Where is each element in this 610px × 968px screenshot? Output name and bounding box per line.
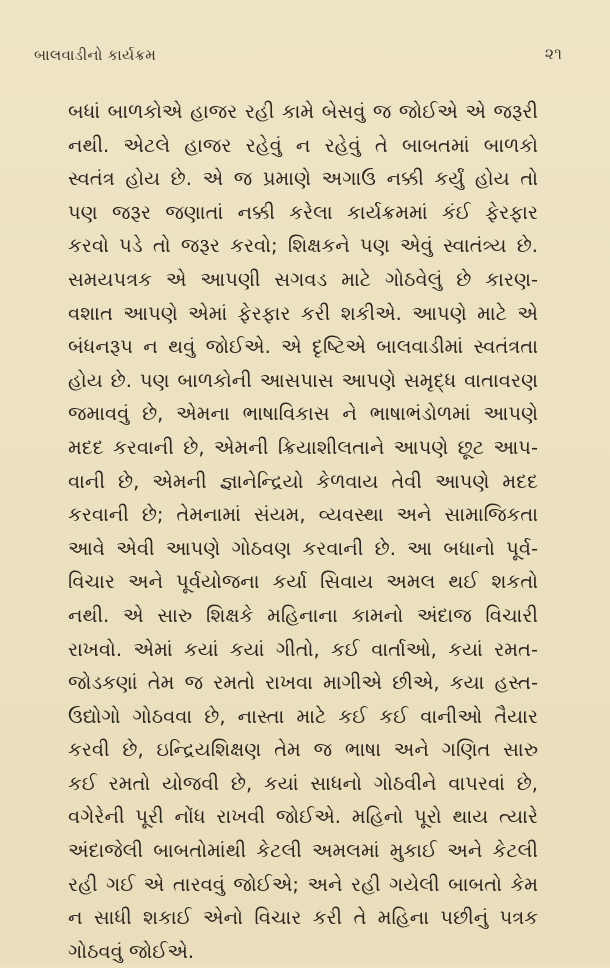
text-line: કરવાની છે; તેમનામાં સંયમ, વ્યવસ્થા અને સામાજિકતા bbox=[68, 503, 538, 527]
body-paragraph bbox=[68, 95, 538, 968]
running-title: બાલવાડીનો કાર્યક્રમ bbox=[34, 46, 157, 64]
text-line: કઈ રમતો યોજવી છે, કયાં સાધનો ગોઠવીને વાપરવાં છે, bbox=[68, 771, 538, 795]
text-line: જમાવવું છે, એમના ભાષાવિકાસ ને ભાષાભંડોળમાં આપણે bbox=[68, 402, 538, 426]
text-line: બંધનરૂપ ન થવું જોઈએ. એ દૃષ્ટિએ બાલવાડીમાં સ્વતંત્રતા bbox=[68, 335, 538, 359]
text-line: વશાત આપણે એમાં ફેરફાર કરી શકીએ. આપણે માટે એ bbox=[68, 301, 538, 325]
text-line: મદદ કરવાની છે, એમની ક્રિયાશીલતાને આપણે છૂટ આપ- bbox=[68, 435, 538, 459]
text-line: કરવો પડે તો જરૂર કરવો; શિક્ષકને પણ એવું સ્વાતંત્ર્ય છે. bbox=[68, 234, 538, 258]
text-line: સ્વતંત્ર હોય છે. એ જ પ્રમાણે અગાઉ નક્કી કર્યું હોય તો bbox=[68, 167, 538, 191]
text-line: નથી. એ સારુ શિક્ષકે મહિનાના કામનો અંદાજ વિચારી bbox=[68, 603, 538, 627]
text-line: વિચાર અને પૂર્વયોજના કર્યા સિવાય અમલ થઈ શકતો bbox=[68, 570, 538, 594]
text-line: બધાં બાળકોએ હાજર રહી કામે બેસવું જ જોઈએ એ જરૂરી bbox=[68, 100, 538, 123]
text-line: નથી. એટલે હાજર રહેવું ન રહેવું તે બાબતમાં બાળકો bbox=[68, 133, 538, 157]
page-number: ૨૧ bbox=[544, 44, 562, 63]
text-line: કરવી છે, ઇન્દ્રિયશિક્ષણ તેમ જ ભાષા અને ગણિત સારુ bbox=[68, 738, 538, 762]
text-line: ઉદ્યોગો ગોઠવવા છે, નાસ્તા માટે કઈ કઈ વાનીઓ તૈયાર bbox=[68, 704, 538, 728]
text-line: સમયપત્રક એ આપણી સગવડ માટે ગોઠવેલું છે કારણ- bbox=[68, 267, 538, 291]
text-line: વગેરેની પૂરી નોંધ રાખવી જોઈએ. મહિનો પૂરો થાય ત્યારે bbox=[68, 805, 538, 829]
text-line: પણ જરૂર જણાતાં નક્કી કરેલા કાર્યક્રમમાં કંઈ ફેરફાર bbox=[68, 200, 538, 224]
text-line: ગોઠવવું જોઈએ. bbox=[68, 939, 195, 963]
text-line: વાની છે, એમની જ્ઞાનેન્દ્રિયો કેળવાય તેવી આપણે મદદ bbox=[68, 469, 538, 493]
text-line: ન સાધી શકાઈ એનો વિચાર કરી તે મહિના પછીનું પત્રક bbox=[68, 906, 538, 930]
text-line: રાખવો. એમાં કયાં કયાં ગીતો, કઈ વાર્તાઓ, કયાં રમત- bbox=[68, 637, 538, 661]
text-line: અંદાજેલી બાબતોમાંથી કેટલી અમલમાં મુકાઈ અને કેટલી bbox=[68, 839, 538, 863]
text-line: રહી ગઈ એ તારવવું જોઈએ; અને રહી ગયેલી બાબતો કેમ bbox=[68, 872, 538, 896]
text-line: હોય છે. પણ બાળકોની આસપાસ આપણે સમૃદ્ધ વાતાવરણ bbox=[68, 368, 538, 392]
text-line: આવે એવી આપણે ગોઠવણ કરવાની છે. આ બધાનો પૂર્વ- bbox=[68, 536, 538, 560]
text-line: જોડકણાં તેમ જ રમતો રાખવા માગીએ છીએ, કયા હસ્ત- bbox=[68, 671, 538, 695]
